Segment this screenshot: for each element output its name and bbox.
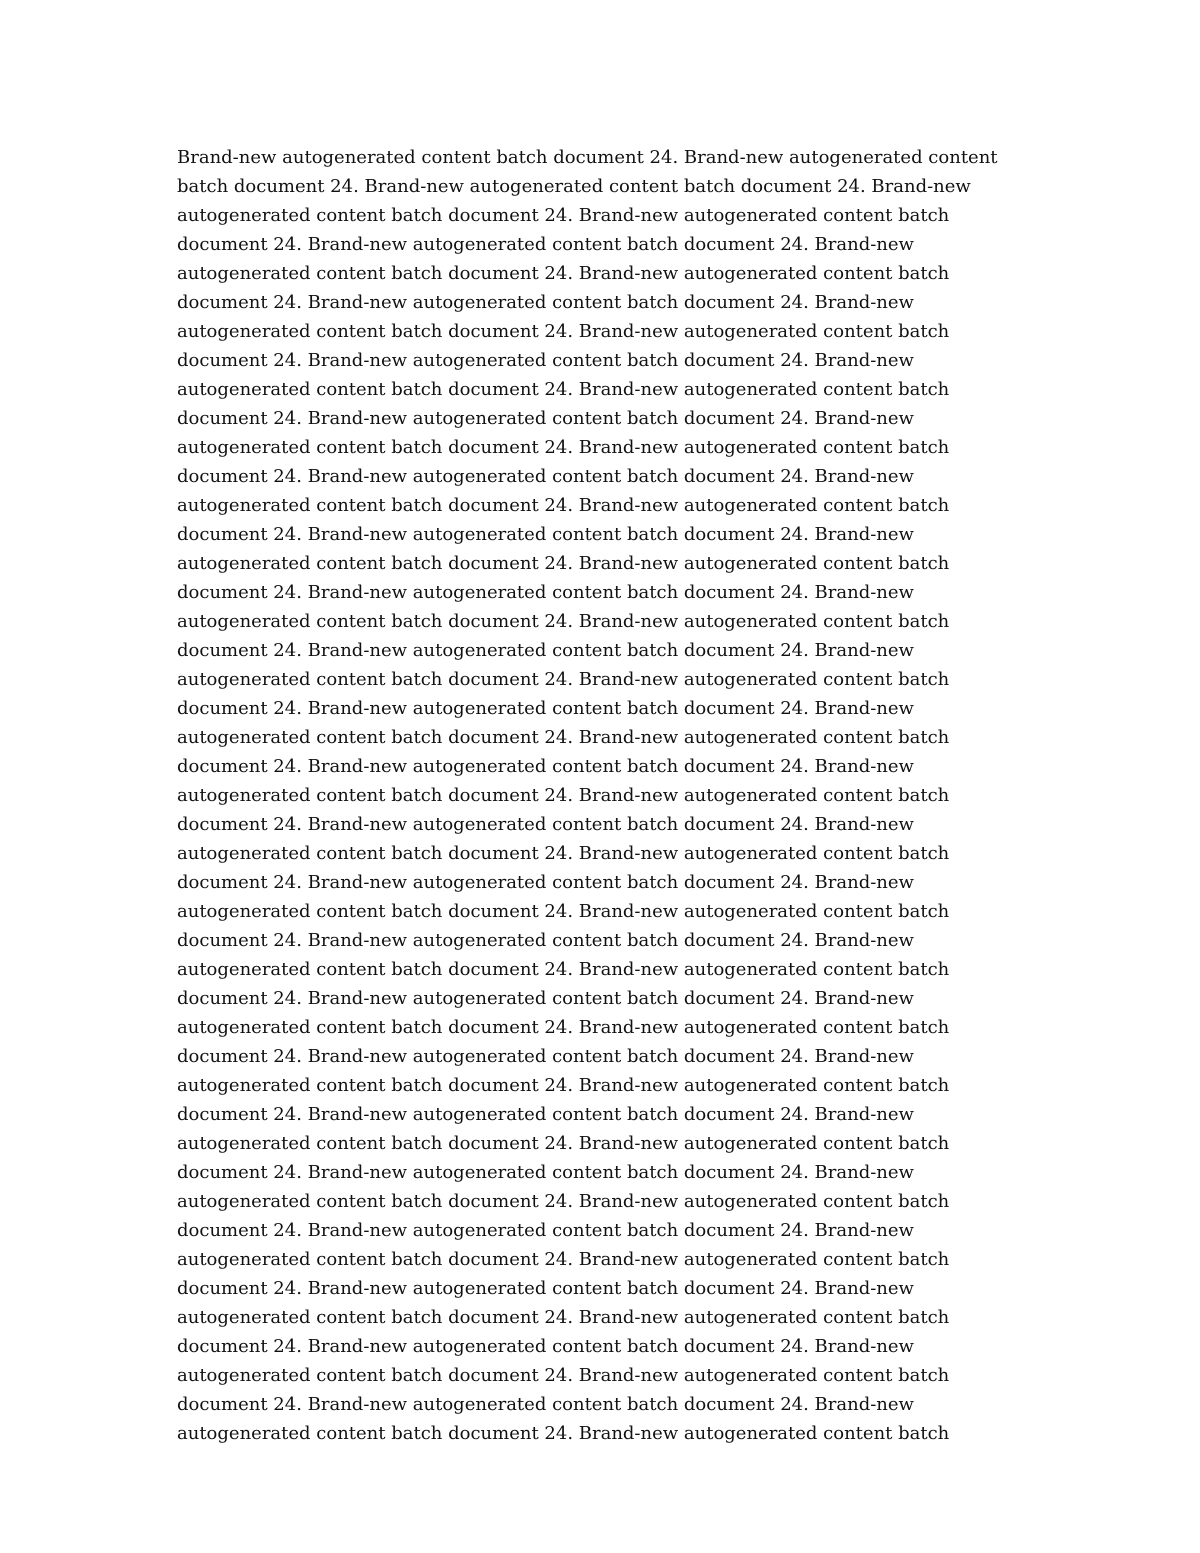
text-line: autogenerated content batch document 24. Brand-new autogenerated content batch xyxy=(177,379,950,400)
text-line: document 24. Brand-new autogenerated content batch document 24. Brand-new xyxy=(177,1220,914,1241)
text-line: document 24. Brand-new autogenerated content batch document 24. Brand-new xyxy=(177,582,914,603)
text-line: autogenerated content batch document 24. Brand-new autogenerated content batch xyxy=(177,437,950,458)
text-line: document 24. Brand-new autogenerated content batch document 24. Brand-new xyxy=(177,1162,914,1183)
text-line: document 24. Brand-new autogenerated content batch document 24. Brand-new xyxy=(177,524,914,545)
text-line: document 24. Brand-new autogenerated content batch document 24. Brand-new xyxy=(177,1104,914,1125)
text-line: document 24. Brand-new autogenerated content batch document 24. Brand-new xyxy=(177,1278,914,1299)
text-line: autogenerated content batch document 24. Brand-new autogenerated content batch xyxy=(177,495,950,516)
text-line: autogenerated content batch document 24. Brand-new autogenerated content batch xyxy=(177,1075,950,1096)
text-line: document 24. Brand-new autogenerated content batch document 24. Brand-new xyxy=(177,408,914,429)
text-line: autogenerated content batch document 24. Brand-new autogenerated content batch xyxy=(177,843,950,864)
text-line: autogenerated content batch document 24. Brand-new autogenerated content batch xyxy=(177,1191,950,1212)
text-line: autogenerated content batch document 24. Brand-new autogenerated content batch xyxy=(177,669,950,690)
text-line: autogenerated content batch document 24. Brand-new autogenerated content batch xyxy=(177,611,950,632)
text-line: autogenerated content batch document 24. Brand-new autogenerated content batch xyxy=(177,321,950,342)
text-line: document 24. Brand-new autogenerated content batch document 24. Brand-new xyxy=(177,234,914,255)
text-line: document 24. Brand-new autogenerated content batch document 24. Brand-new xyxy=(177,350,914,371)
text-line: autogenerated content batch document 24. Brand-new autogenerated content batch xyxy=(177,263,950,284)
text-line: autogenerated content batch document 24. Brand-new autogenerated content batch xyxy=(177,1249,950,1270)
text-line: autogenerated content batch document 24. Brand-new autogenerated content batch xyxy=(177,1017,950,1038)
text-line: autogenerated content batch document 24. Brand-new autogenerated content batch xyxy=(177,901,950,922)
text-line: document 24. Brand-new autogenerated content batch document 24. Brand-new xyxy=(177,756,914,777)
text-line: autogenerated content batch document 24. Brand-new autogenerated content batch xyxy=(177,959,950,980)
text-line: document 24. Brand-new autogenerated content batch document 24. Brand-new xyxy=(177,1336,914,1357)
text-line: autogenerated content batch document 24. Brand-new autogenerated content batch xyxy=(177,785,950,806)
text-line: document 24. Brand-new autogenerated content batch document 24. Brand-new xyxy=(177,1394,914,1415)
text-line: autogenerated content batch document 24. Brand-new autogenerated content batch xyxy=(177,727,950,748)
text-line: autogenerated content batch document 24. Brand-new autogenerated content batch xyxy=(177,1133,950,1154)
text-line: document 24. Brand-new autogenerated content batch document 24. Brand-new xyxy=(177,640,914,661)
text-line: Brand-new autogenerated content batch document 24. Brand-new autogenerated content xyxy=(177,147,998,168)
text-line: document 24. Brand-new autogenerated content batch document 24. Brand-new xyxy=(177,814,914,835)
text-line: document 24. Brand-new autogenerated content batch document 24. Brand-new xyxy=(177,930,914,951)
text-line: document 24. Brand-new autogenerated content batch document 24. Brand-new xyxy=(177,466,914,487)
text-line: autogenerated content batch document 24. Brand-new autogenerated content batch xyxy=(177,1307,950,1328)
text-line: document 24. Brand-new autogenerated content batch document 24. Brand-new xyxy=(177,698,914,719)
text-line: autogenerated content batch document 24. Brand-new autogenerated content batch xyxy=(177,205,950,226)
text-line: autogenerated content batch document 24. Brand-new autogenerated content batch xyxy=(177,1423,950,1444)
text-line: document 24. Brand-new autogenerated content batch document 24. Brand-new xyxy=(177,1046,914,1067)
text-line: batch document 24. Brand-new autogenerated content batch document 24. Brand-new xyxy=(177,176,971,197)
text-line: document 24. Brand-new autogenerated content batch document 24. Brand-new xyxy=(177,988,914,1009)
body-text xyxy=(177,143,1017,1448)
text-line: document 24. Brand-new autogenerated content batch document 24. Brand-new xyxy=(177,292,914,313)
text-line: document 24. Brand-new autogenerated content batch document 24. Brand-new xyxy=(177,872,914,893)
text-line: autogenerated content batch document 24. Brand-new autogenerated content batch xyxy=(177,1365,950,1386)
text-line: autogenerated content batch document 24. Brand-new autogenerated content batch xyxy=(177,553,950,574)
